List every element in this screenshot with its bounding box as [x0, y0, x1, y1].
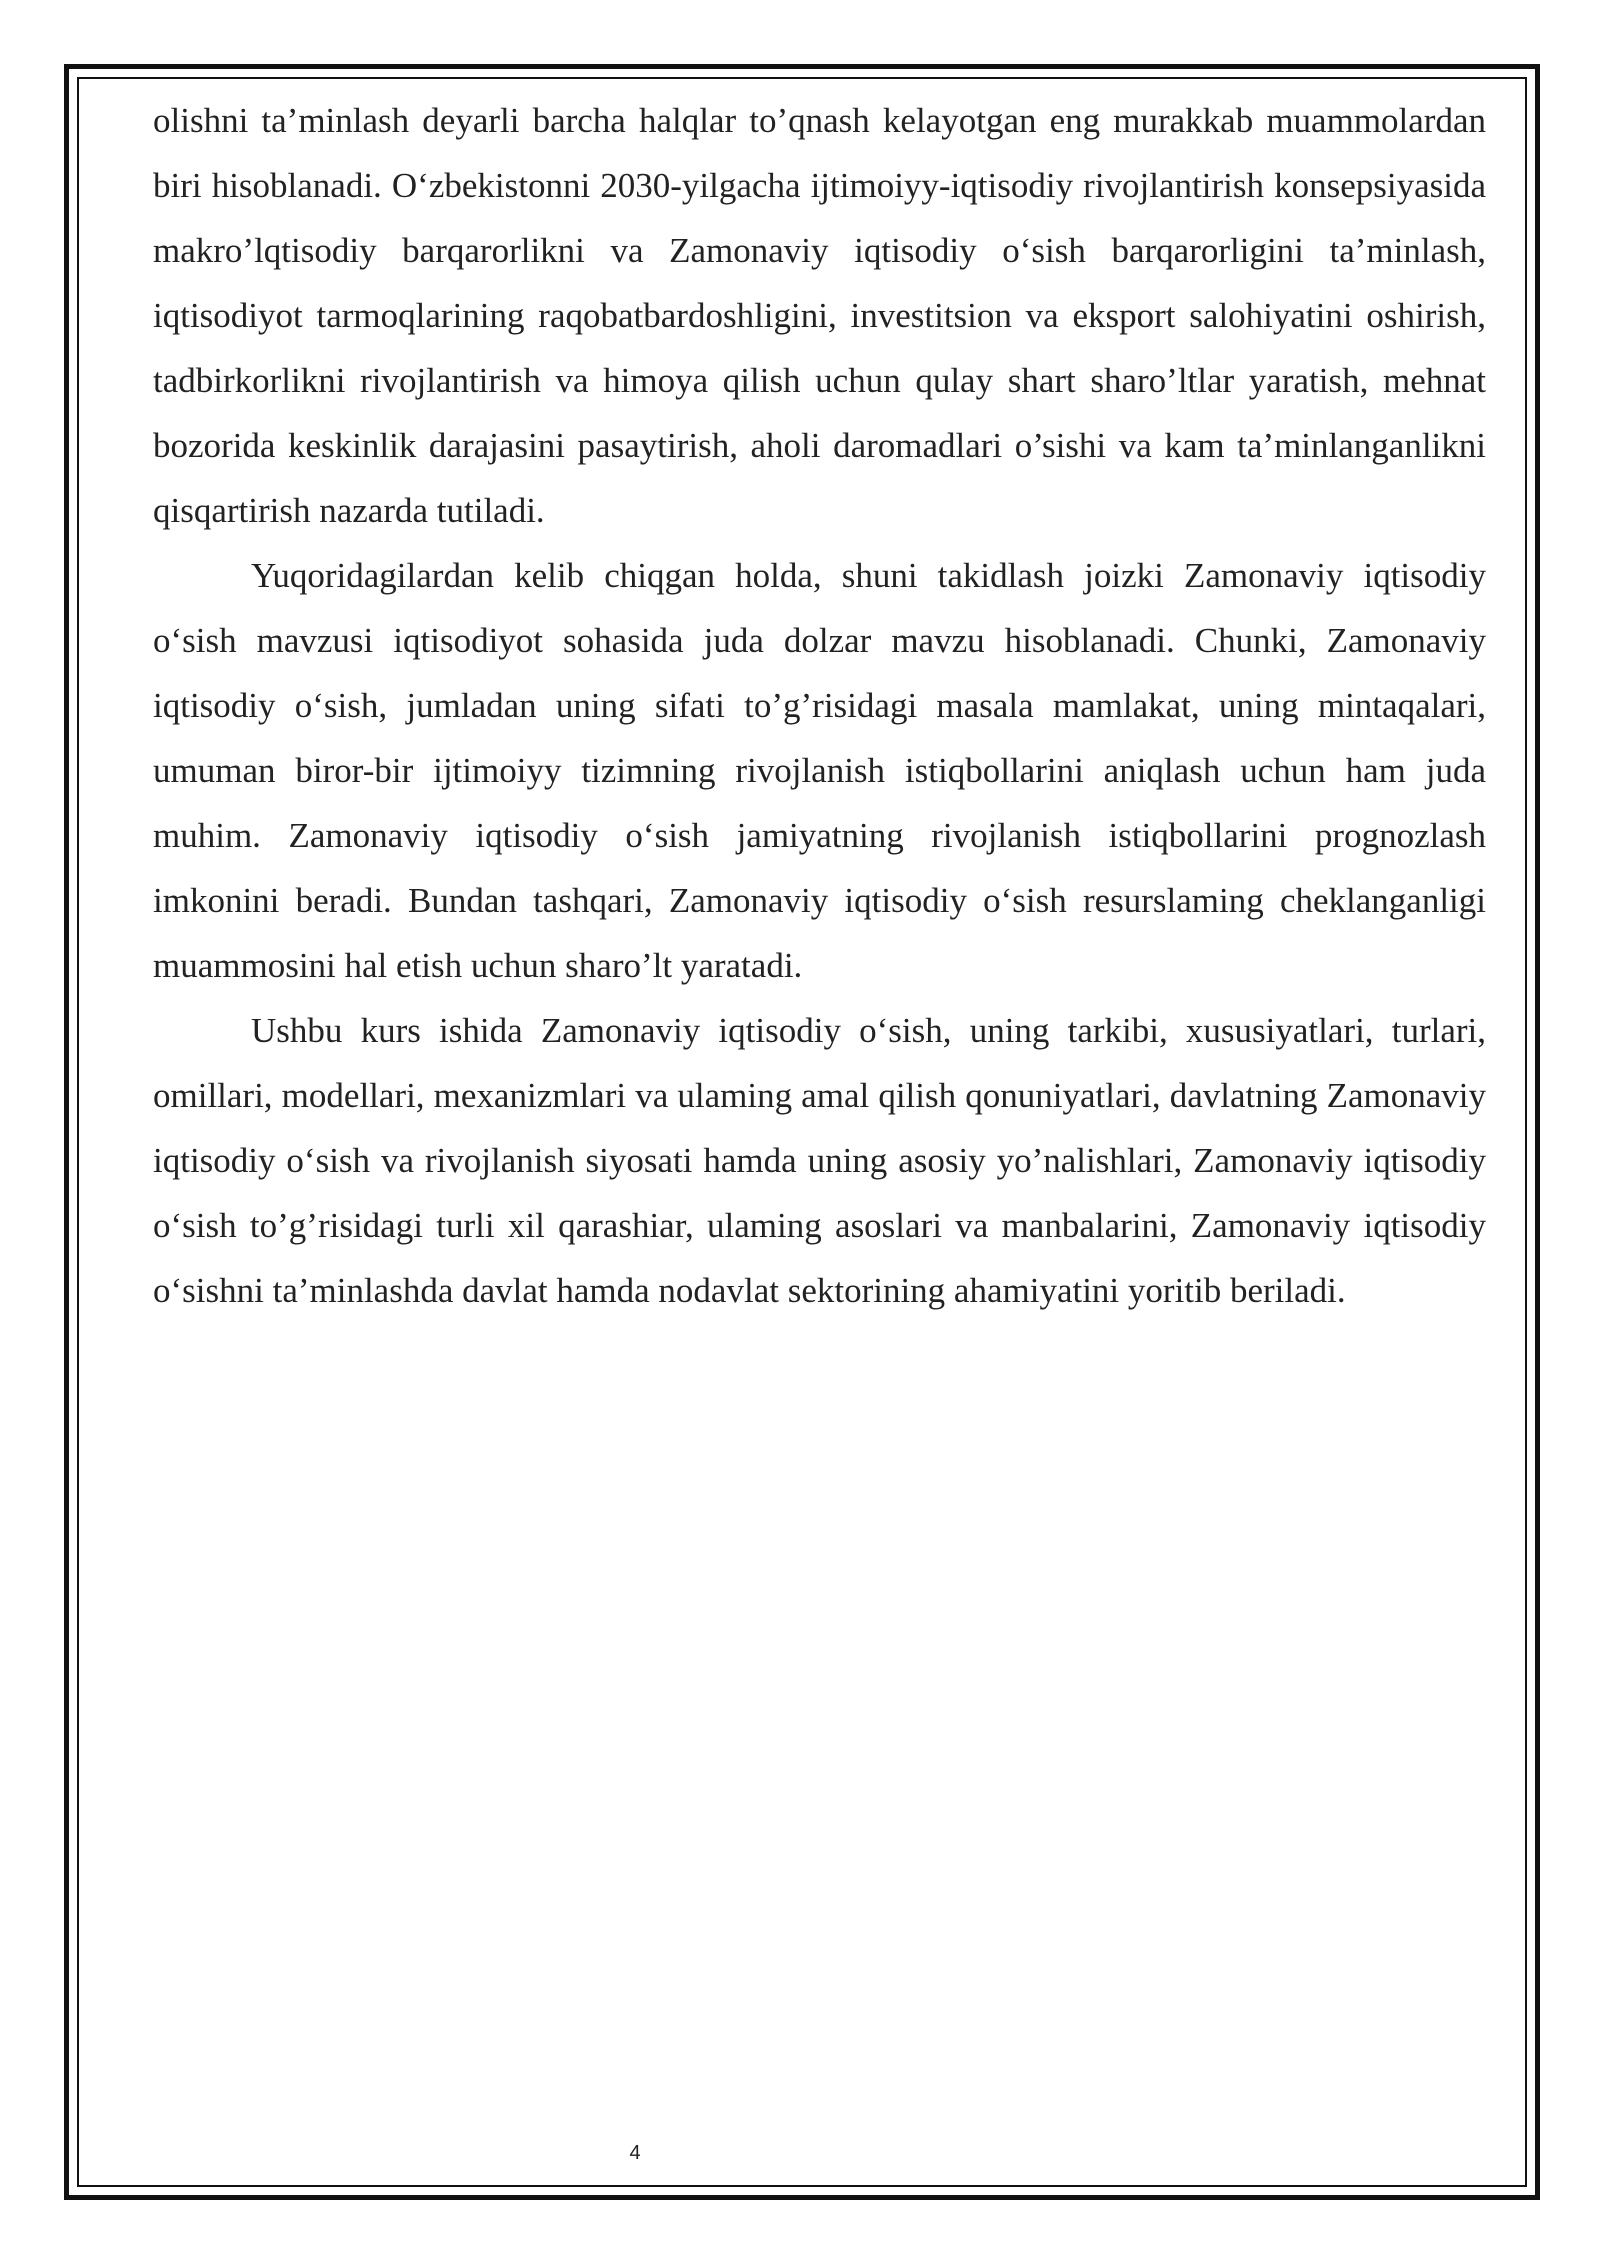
paragraph-relevance: Yuqoridagilardan kelib chiqgan holda, shuni takidlash joizki Zamonaviy iqtisodiy o‘sish mavzusi iqtisodiyot sohasida juda dolzar mavzu hisoblanadi. Chunki, Zamonaviy iqtisodiy o‘sish, jumladan uning sifati to’g’risidagi masala mamlakat, uning mintaqalari, umuman biror-bir ijtimoiyy tizimning rivojlanish istiqbollarini aniqlash uchun ham juda muhim. Zamonaviy iqtisodiy o‘sish jamiyatning rivojlanish istiqbollarini prognozlash imkonini beradi. Bundan tashqari, Zamonaviy iqtisodiy o‘sish resurslaming cheklanganligi muammosini hal etish uchun sharo’lt yaratadi.: [153, 556, 1486, 985]
document-body: [153, 88, 1486, 1323]
page-number: 4: [629, 2142, 641, 2164]
paragraph-continuation: olishni ta’minlash deyarli barcha halqlar to’qnash kelayotgan eng murakkab muammolardan biri hisoblanadi. O‘zbekistonni 2030-yilgacha ijtimoiyy-iqtisodiy rivojlantirish konsepsiyasida makro’lqtisodiy barqarorlikni va Zamonaviy iqtisodiy o‘sish barqarorligini ta’minlash, iqtisodiyot tarmoqlarining raqobatbardoshligini, investitsion va eksport salohiyatini oshirish, tadbirkorlikni rivojlantirish va himoya qilish uchun qulay shart sharo’ltlar yaratish, mehnat bozorida keskinlik darajasini pasaytirish, aholi daromadlari o’sishi va kam ta’minlanganlikni qisqartirish nazarda tutiladi.: [153, 101, 1486, 530]
paragraph-scope: Ushbu kurs ishida Zamonaviy iqtisodiy o‘sish, uning tarkibi, xususiyatlari, turlari, omillari, modellari, mexanizmlari va ulaming amal qilish qonuniyatlari, davlatning Zamonaviy iqtisodiy o‘sish va rivojlanish siyosati hamda uning asosiy yo’nalishlari, Zamonaviy iqtisodiy o‘sish to’g’risidagi turli xil qarashiar, ulaming asoslari va manbalarini, Zamonaviy iqtisodiy o‘sishni ta’minlashda davlat hamda nodavlat sektorining ahamiyatini yoritib beriladi.: [153, 1011, 1486, 1310]
